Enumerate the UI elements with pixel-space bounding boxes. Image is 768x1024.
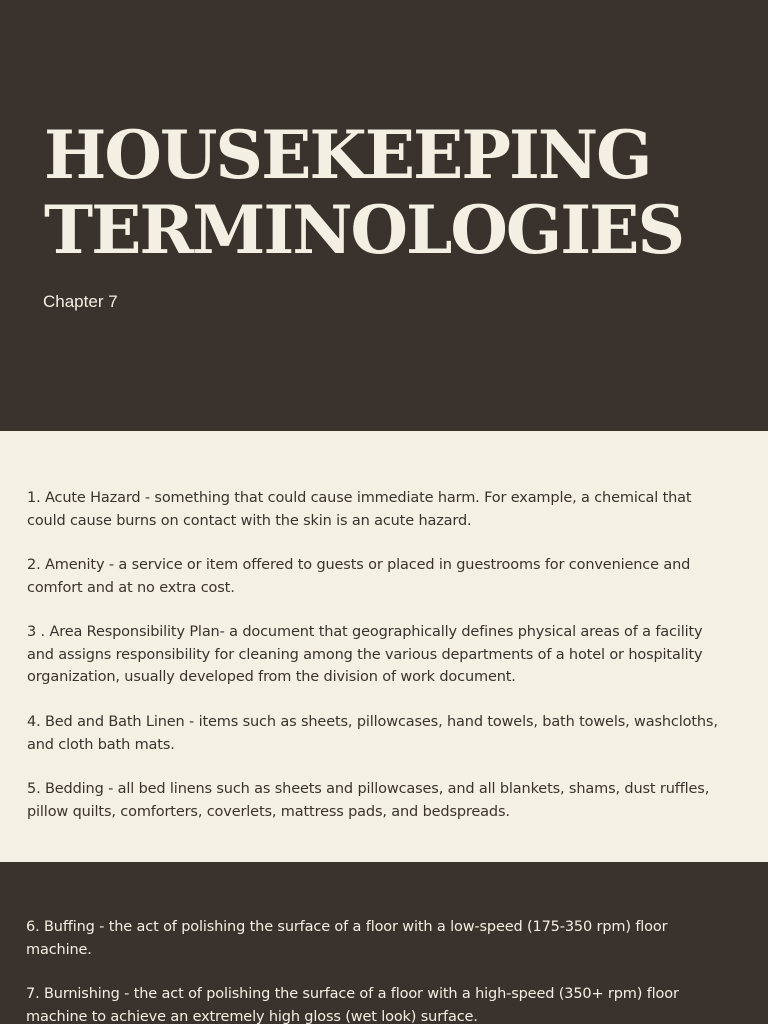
chapter-subtitle: Chapter 7 <box>43 292 118 311</box>
term-line: pillow quilts, comforters, coverlets, mattress pads, and bedspreads. <box>27 803 510 820</box>
term-line: 6. Buffing - the act of polishing the surface of a floor with a low-speed (175-350 rpm) floor <box>26 919 668 935</box>
term-line: 5. Bedding - all bed linens such as sheets and pillowcases, and all blankets, shams, dust ruffles, <box>27 781 710 797</box>
term-burnishing <box>26 983 746 1024</box>
term-line: comfort and at no extra cost. <box>27 579 235 596</box>
terms-section-light <box>0 431 768 862</box>
term-line: could cause burns on contact with the skin is an acute hazard. <box>27 512 472 529</box>
terms-section-dark <box>0 862 768 1024</box>
term-line: 2. Amenity - a service or item offered to guests or placed in guestrooms for convenience and <box>27 557 691 573</box>
term-acute-hazard <box>27 487 747 532</box>
term-line: 1. Acute Hazard - something that could cause immediate harm. For example, a chemical that <box>27 490 692 506</box>
term-line: 3 . Area Responsibility Plan- a document that geographically defines physical areas of a facility <box>27 624 703 640</box>
term-amenity <box>27 554 747 599</box>
term-buffing <box>26 916 746 961</box>
term-line: and assigns responsibility for cleaning among the various departments of a hotel or hospitality <box>27 646 703 663</box>
term-bedding <box>27 778 747 823</box>
page-title-line-1: HOUSEKEEPING <box>44 116 651 194</box>
term-line: and cloth bath mats. <box>27 736 175 753</box>
term-line: 7. Burnishing - the act of polishing the surface of a floor with a high-speed (350+ rpm) floor <box>26 986 679 1002</box>
term-line: machine. <box>26 941 92 958</box>
term-line: 4. Bed and Bath Linen - items such as sheets, pillowcases, hand towels, bath towels, washcloths, <box>27 714 718 730</box>
term-line: organization, usually developed from the division of work document. <box>27 669 516 685</box>
term-area-responsibility-plan <box>27 621 747 689</box>
term-bed-and-bath-linen <box>27 711 747 756</box>
title-section <box>0 0 768 431</box>
page-title-line-2: TERMINOLOGIES <box>44 191 684 269</box>
term-line: machine to achieve an extremely high gloss (wet look) surface. <box>26 1008 478 1024</box>
page-title <box>44 118 764 268</box>
